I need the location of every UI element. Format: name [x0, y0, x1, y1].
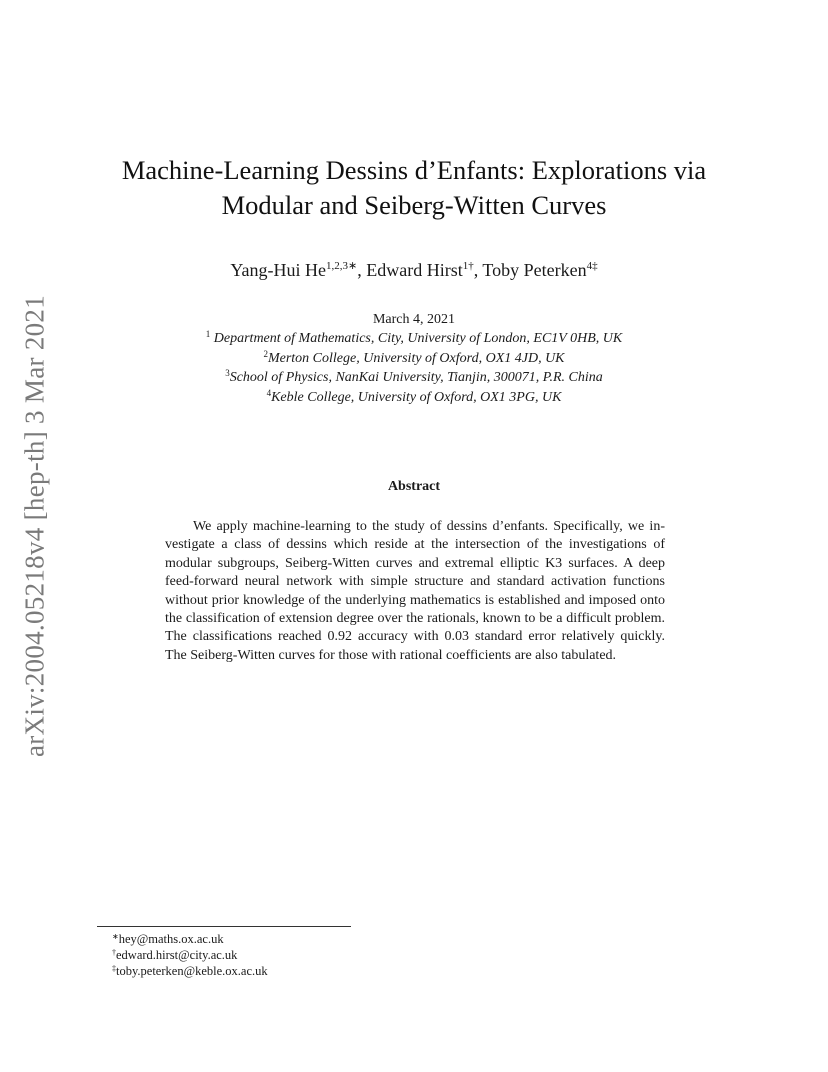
author-separator: , [473, 260, 483, 280]
author-name: Edward Hirst [366, 260, 463, 280]
affiliation-mark: 3 [225, 368, 230, 378]
footnote-mark: † [468, 260, 474, 272]
affiliation-mark: 1 [205, 329, 211, 339]
author-separator: , [357, 260, 367, 280]
affiliation-text: Keble College, University of Oxford, OX1 3PG, UK [271, 389, 562, 405]
affiliation-text: Department of Mathematics, City, University of London, EC1V 0HB, UK [213, 331, 623, 346]
affiliation-item [80, 388, 748, 408]
footnote-email: hey@maths.ox.ac.uk [118, 932, 224, 946]
paper-title [80, 153, 748, 223]
title-line-1: Machine-Learning Dessins d’Enfants: Explorations via [121, 155, 707, 185]
footnote-item [112, 931, 268, 947]
affiliation-marks: 4‡ [586, 260, 598, 272]
author-name: Toby Peterken [482, 260, 587, 280]
affiliation-mark: 4 [266, 387, 272, 398]
footnote-list [112, 931, 268, 979]
affiliation-list [80, 329, 748, 407]
affiliation-text: School of Physics, NanKai University, Tianjin, 300071, P.R. China [229, 370, 603, 385]
affiliation-marks: 1 [462, 260, 469, 272]
abstract-heading: Abstract [387, 479, 441, 494]
affiliation-item [80, 349, 748, 369]
footnote-item [112, 947, 268, 963]
footnote-mark: ∗ [112, 932, 119, 941]
footnote-email: edward.hirst@city.ac.uk [116, 948, 238, 962]
affiliation-text: Merton College, University of Oxford, OX1 4JD, UK [267, 350, 565, 366]
footnote-email: toby.peterken@keble.ox.ac.uk [116, 964, 268, 978]
affiliation-marks: 1,2,3 [326, 260, 349, 272]
abstract-paragraph: We apply machine-learning to the study of dessins d’enfants. Specifically, we investigate a class of dessins which reside at the intersection of the investigations of modular subgroups, Seiberg-Witten curves and extremal elliptic K3 surfaces. A deep feed-forward neural network with simple structure and standard activation functions without prior knowledge of the underlying mathematics is established and imposed onto the classification of extension degree over the rationals, known to be a difficult problem. The classifications reached 0.92 accuracy with 0.03 standard error relatively quickly. The Seiberg-Witten curves for those with rational coefficients are also tabulated. [165, 519, 665, 663]
footnote-item [112, 963, 268, 979]
author-name: Yang-Hui He [230, 260, 327, 280]
affiliation-item [80, 329, 748, 349]
affiliation-mark: 2 [263, 348, 268, 359]
footnote-divider [97, 926, 351, 927]
footnote-mark: ‡ [112, 964, 116, 973]
paper-date: March 4, 2021 [372, 312, 456, 327]
abstract-body [165, 518, 665, 665]
affiliation-item [80, 368, 748, 388]
author-list [80, 258, 748, 282]
arxiv-identifier-text: arXiv:2004.05218v4 [hep-th] 3 Mar 2021 [19, 294, 50, 758]
title-line-2: Modular and Seiberg-Witten Curves [221, 190, 607, 220]
footnote-mark: ∗ [348, 260, 358, 272]
footnote-mark: † [112, 948, 116, 957]
